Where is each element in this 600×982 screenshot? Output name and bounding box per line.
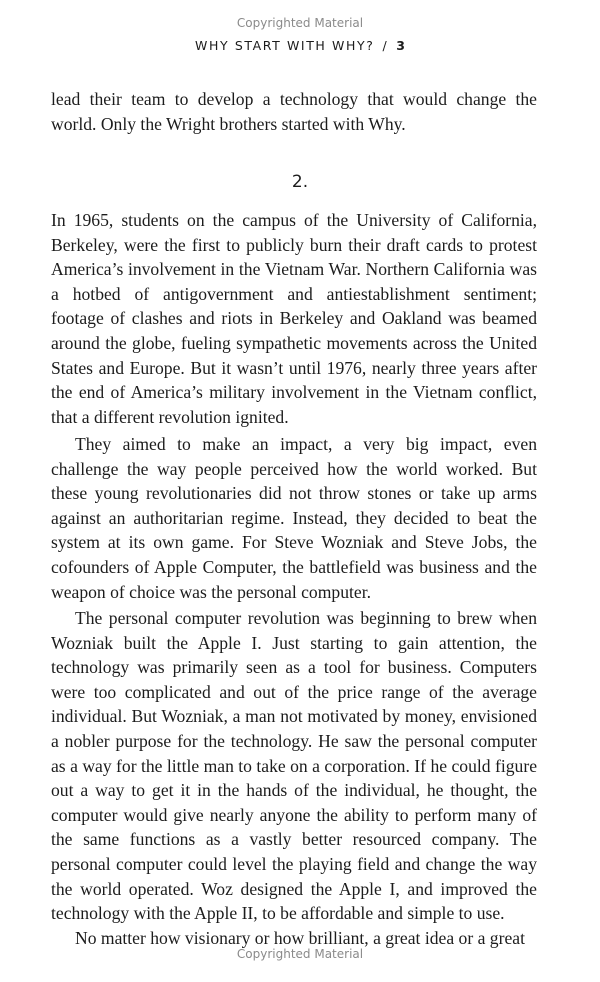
watermark-bottom: Copyrighted Material	[236, 947, 364, 961]
paragraph-4: No matter how visionary or how brilliant, a great idea or a great	[75, 928, 525, 948]
paragraph-1: In 1965, students on the campus of the University of California, Berkeley, were the first to publicly burn their draft cards to protest America’s involvement in the Vietnam War. Northern California was a hotbed of antigovernment and antiestablishment sentiment; footage of clashes and riots in Berkeley and Oakland was beamed around the globe, fueling sympathetic movements across the United States and Europe. But it wasn’t until 1976, nearly three years after the end of America’s military involvement in the Vietnam conflict, that a different revolution ignited.	[51, 210, 537, 427]
page-number: 3	[396, 38, 405, 53]
running-head	[0, 38, 600, 53]
continuation-paragraph: lead their team to develop a technology that would change the world. Only the Wright brothers started with Why.	[51, 89, 537, 134]
watermark-top: Copyrighted Material	[236, 16, 364, 30]
running-head-title: WHY START WITH WHY?	[195, 38, 375, 53]
paragraph-2: They aimed to make an impact, a very big impact, even challenge the way people perceived how the world worked. But these young revolutionaries did not throw stones or take up arms against an authoritarian regime. Instead, they decided to beat the system at its own game. For Steve Wozniak and Steve Jobs, the cofounders of Apple Computer, the battlefield was business and the weapon of choice was the personal computer.	[51, 434, 537, 602]
paragraph-3: The personal computer revolution was beginning to brew when Wozniak built the Apple I. Just starting to gain attention, the technology was primarily seen as a tool for business. Computers were too complicated and out of the price range of the average individual. But Wozniak, a man not motivated by money, envisioned a nobler purpose for the technology. He saw the personal computer as a way for the little man to take on a corporation. If he could figure out a way to get it in the hands of the individual, he thought, the computer would give nearly anyone the ability to perform many of the same functions as a vastly better resourced company. The personal computer could level the playing field and change the way the world operated. Woz designed the Apple I, and improved the technology with the Apple II, to be affordable and simple to use.	[51, 608, 537, 924]
section-number: 2.	[291, 172, 309, 192]
running-head-separator: /	[382, 38, 389, 53]
